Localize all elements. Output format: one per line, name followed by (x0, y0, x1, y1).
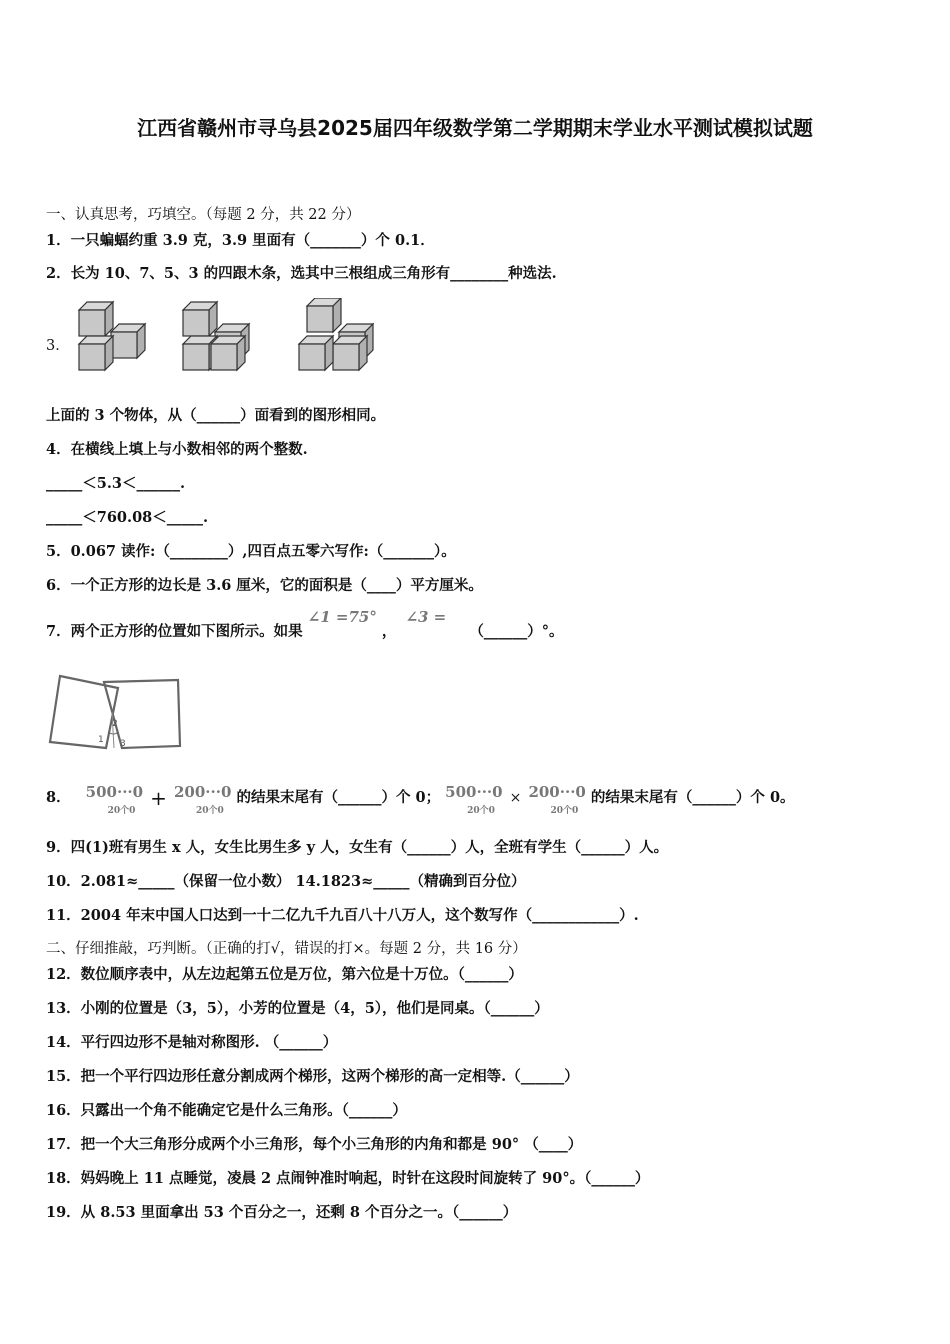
angle-2-label: 2 (112, 719, 118, 729)
cube-figure-1 (79, 302, 145, 370)
question-16: 16．只露出一个角不能确定它是什么三角形。（______） (46, 1102, 407, 1119)
number-text: 200···0 (173, 783, 232, 801)
angle-3-label: 3 (120, 739, 126, 749)
question-17: 17．把一个大三角形分成两个小三角形，每个小三角形的内角和都是 90° （____） (46, 1136, 583, 1153)
question-19: 19．从 8.53 里面拿出 53 个百分之一，还剩 8 个百分之一。（______） (46, 1204, 518, 1221)
number-text: 500···0 (445, 783, 503, 801)
question-8-end: 的结果末尾有（______）个 0。 (590, 789, 795, 806)
angle-3-expression: ∠3 = (405, 608, 447, 626)
question-15: 15．把一个平行四边形任意分割成两个梯形，这两个梯形的高一定相等.（______） (46, 1068, 579, 1085)
number-text: 200···0 (528, 783, 586, 801)
page-title: 江西省赣州市寻乌县2025届四年级数学第二学期期末学业水平测试模拟试题 (137, 116, 813, 140)
question-4a: _____＜5.3＜______. (46, 475, 186, 492)
question-7-post: （______）°。 (469, 623, 564, 640)
question-8 (46, 783, 795, 816)
question-7 (46, 608, 564, 641)
section-1-heading: 一、认真思考，巧填空。（每题 2 分，共 22 分） (46, 207, 361, 223)
question-7-comma: ， (381, 623, 397, 640)
question-14: 14．平行四边形不是轴对称图形. （______） (46, 1034, 338, 1051)
question-3-label: 3． (46, 338, 70, 354)
question-9: 9．四(1)班有男生 x 人，女生比男生多 y 人，女生有（______）人，全班有学生（______）人。 (46, 839, 669, 856)
zeros-count: 20个0 (550, 806, 579, 816)
question-8-label: 8． (46, 789, 71, 806)
angle-1-label: 1 (98, 735, 104, 745)
number-text: 500···0 (85, 783, 144, 801)
question-10: 10．2.081≈_____（保留一位小数） 14.1823≈_____（精确到百分位） (46, 873, 526, 890)
question-7-pre: 7．两个正方形的位置如下图所示。如果 (46, 623, 303, 640)
zeros-count: 20个0 (467, 806, 495, 816)
cube-figure-2 (183, 302, 249, 370)
question-4b: _____＜760.08＜_____. (46, 509, 209, 526)
question-1: 1．一只蝙蝠约重 3.9 克，3.9 里面有（_______）个 0.1． (46, 232, 435, 249)
question-12: 12．数位顺序表中，从左边起第五位是万位，第六位是十万位。（______） (46, 966, 523, 983)
times-sign: × (509, 790, 522, 806)
question-2: 2．长为 10、7、5、3 的四跟木条，选其中三根组成三角形有________种选法. (46, 265, 557, 282)
zeros-count: 20个0 (107, 806, 136, 816)
two-squares-figure (48, 672, 184, 752)
question-5: 5．0.067 读作:（________）,四百点五零六写作:（_______）。 (46, 543, 456, 560)
plus-sign: + (150, 786, 167, 810)
question-8-mid: 的结果末尾有（______）个 0； (236, 789, 441, 806)
number-200-20-zeros-b (528, 783, 586, 816)
question-4: 4．在横线上填上与小数相邻的两个整数. (46, 441, 308, 458)
number-200-20-zeros-a (173, 783, 232, 816)
question-13: 13．小刚的位置是（3，5），小芳的位置是（4，5），他们是同桌。（______） (46, 1000, 549, 1017)
cube-figures (75, 298, 375, 374)
cube-figure-3 (299, 298, 373, 370)
question-6: 6．一个正方形的边长是 3.6 厘米，它的面积是（____）平方厘米。 (46, 577, 483, 594)
question-11: 11．2004 年末中国人口达到一十二亿九千九百八十八万人，这个数写作（____________）. (46, 907, 639, 924)
question-3-text: 上面的 3 个物体，从（______）面看到的图形相同。 (46, 407, 386, 424)
number-500-20-zeros-a (85, 783, 144, 816)
section-2-heading: 二、仔细推敲，巧判断。（正确的打√，错误的打×。每题 2 分，共 16 分） (46, 941, 527, 957)
angle-1-expression: ∠1 =75° (307, 608, 377, 626)
zeros-count: 20个0 (195, 806, 224, 816)
question-18: 18．妈妈晚上 11 点睡觉，凌晨 2 点闹钟准时响起，时针在这段时间旋转了 90°。（______） (46, 1170, 650, 1187)
number-500-20-zeros-b (445, 783, 503, 816)
